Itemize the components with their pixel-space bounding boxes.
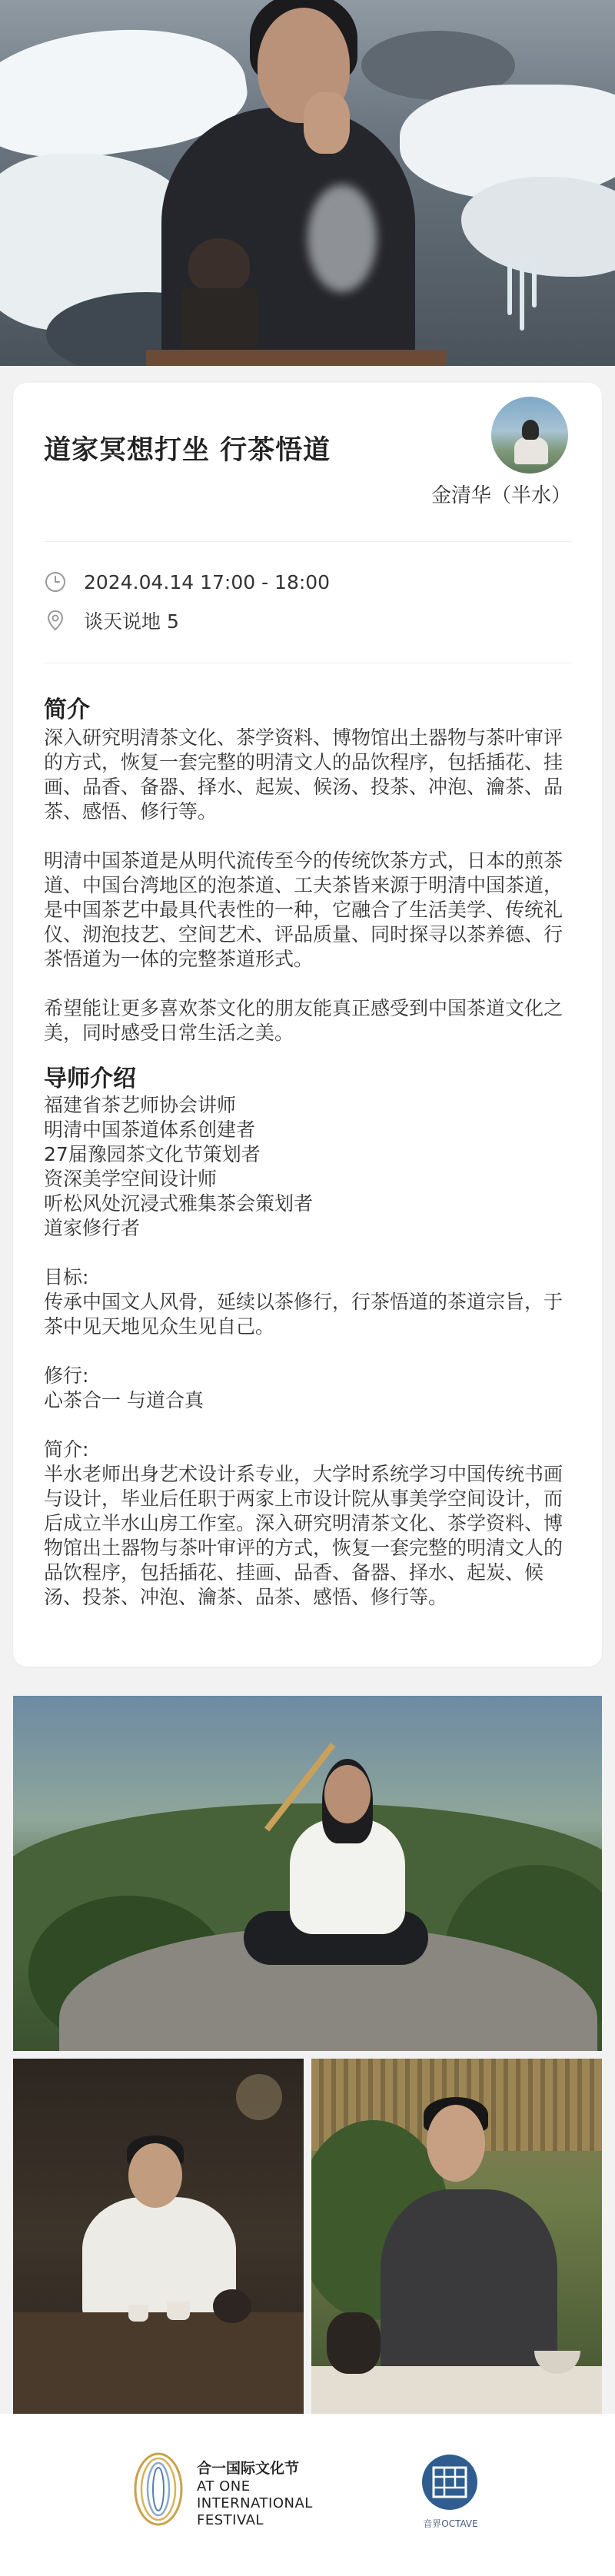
divider: [44, 541, 571, 542]
footer: [0, 2414, 615, 2576]
mentor-bio-text: 半水老师出身艺术设计系专业，大学时系统学习中国传统书画与设计，毕业后任职于两家上市设计院从事美学空间设计，而后成立半水山房工作室。深入研究明清茶文化、茶学资料、博物馆出土器物与茶叶审评的方式，恢复一套完整的明清文人的品饮程序，包括插花、挂画、品香、备器、择水、起炭、候汤、投茶、冲泡、瀹茶、品茶、感悟、修行等。: [44, 1463, 563, 1608]
mentor-practice-label: 修行:: [44, 1364, 89, 1387]
intro-paragraph-2: 明清中国茶道是从明代流传至今的传统饮茶方式，日本的煎茶道、中国台湾地区的泡茶道、工夫茶皆来源于明清中国茶道，是中国茶艺中最具代表性的一种，它融合了生活美学、传统礼仪、沏泡技艺、空间艺术、评品质量、同时探寻以茶养德、行茶悟道为一体的完整茶道形式。: [44, 849, 563, 970]
mentor-role: 福建省茶艺师协会讲师: [44, 1094, 237, 1116]
festival-name-cn: 合一国际文化节: [197, 2460, 300, 2477]
festival-name-en-line: AT ONE: [197, 2478, 251, 2495]
teacher-avatar[interactable]: [491, 397, 568, 474]
teacher-name[interactable]: 金清华（半水）: [430, 484, 571, 507]
tea-ceremony-photo-left: [13, 2059, 304, 2414]
event-datetime: 2024.04.14 17:00 - 18:00: [84, 570, 331, 593]
mentor-heading: 导师介绍: [44, 1065, 136, 1092]
mentor-practice-text: 心茶合一 与道合真: [44, 1389, 204, 1411]
octave-logo-icon: [421, 2454, 478, 2511]
mentor-roles-list: [44, 1093, 574, 1241]
intro-paragraph-1: 深入研究明清茶文化、茶学资料、博物馆出土器物与茶叶审评的方式，恢复一套完整的明清文人的品饮程序，包括插花、挂画、品香、备器、择水、起炭、候汤、投茶、冲泡、瀹茶、品茶、感悟、修行等。: [44, 726, 563, 823]
octave-name: 音界OCTAVE: [423, 2518, 478, 2529]
intro-paragraph-3: 希望能让更多喜欢茶文化的朋友能真正感受到中国茶道文化之美，同时感受日常生活之美。: [44, 997, 563, 1044]
mentor-role: 明清中国茶道体系创建者: [44, 1118, 256, 1141]
location-pin-icon: [44, 609, 67, 632]
mentor-role: 27届豫园茶文化节策划者: [44, 1143, 261, 1165]
mentor-goal-label: 目标:: [44, 1266, 89, 1288]
clock-icon: [44, 570, 67, 593]
event-location: 谈天说地 5: [84, 610, 179, 633]
festival-name-en-line: FESTIVAL: [197, 2512, 264, 2528]
event-time-row: [44, 570, 330, 594]
mentor-role: 道家修行者: [44, 1217, 141, 1239]
hero-photo: [0, 0, 615, 366]
event-info-card: [13, 383, 602, 1667]
teacher-flute-photo: [13, 1696, 602, 2051]
mentor-role: 听松风处沉浸式雅集茶会策划者: [44, 1192, 314, 1215]
tea-ceremony-photo-right: [311, 2059, 602, 2414]
mentor-role: 资深美学空间设计师: [44, 1168, 218, 1190]
mentor-goal-text: 传承中国文人风骨，延续以茶修行，行茶悟道的茶道宗旨，于茶中见天地见众生见自己。: [44, 1291, 563, 1338]
mentor-bio-label: 简介:: [44, 1438, 89, 1461]
event-location-row[interactable]: [44, 608, 179, 633]
festival-name-en-line: INTERNATIONAL: [197, 2495, 313, 2511]
event-title: 道家冥想打坐 行茶悟道: [44, 435, 331, 466]
festival-logo-rings-icon: [131, 2449, 186, 2529]
intro-heading: 简介: [44, 696, 90, 723]
festival-name-en: [197, 2478, 351, 2529]
